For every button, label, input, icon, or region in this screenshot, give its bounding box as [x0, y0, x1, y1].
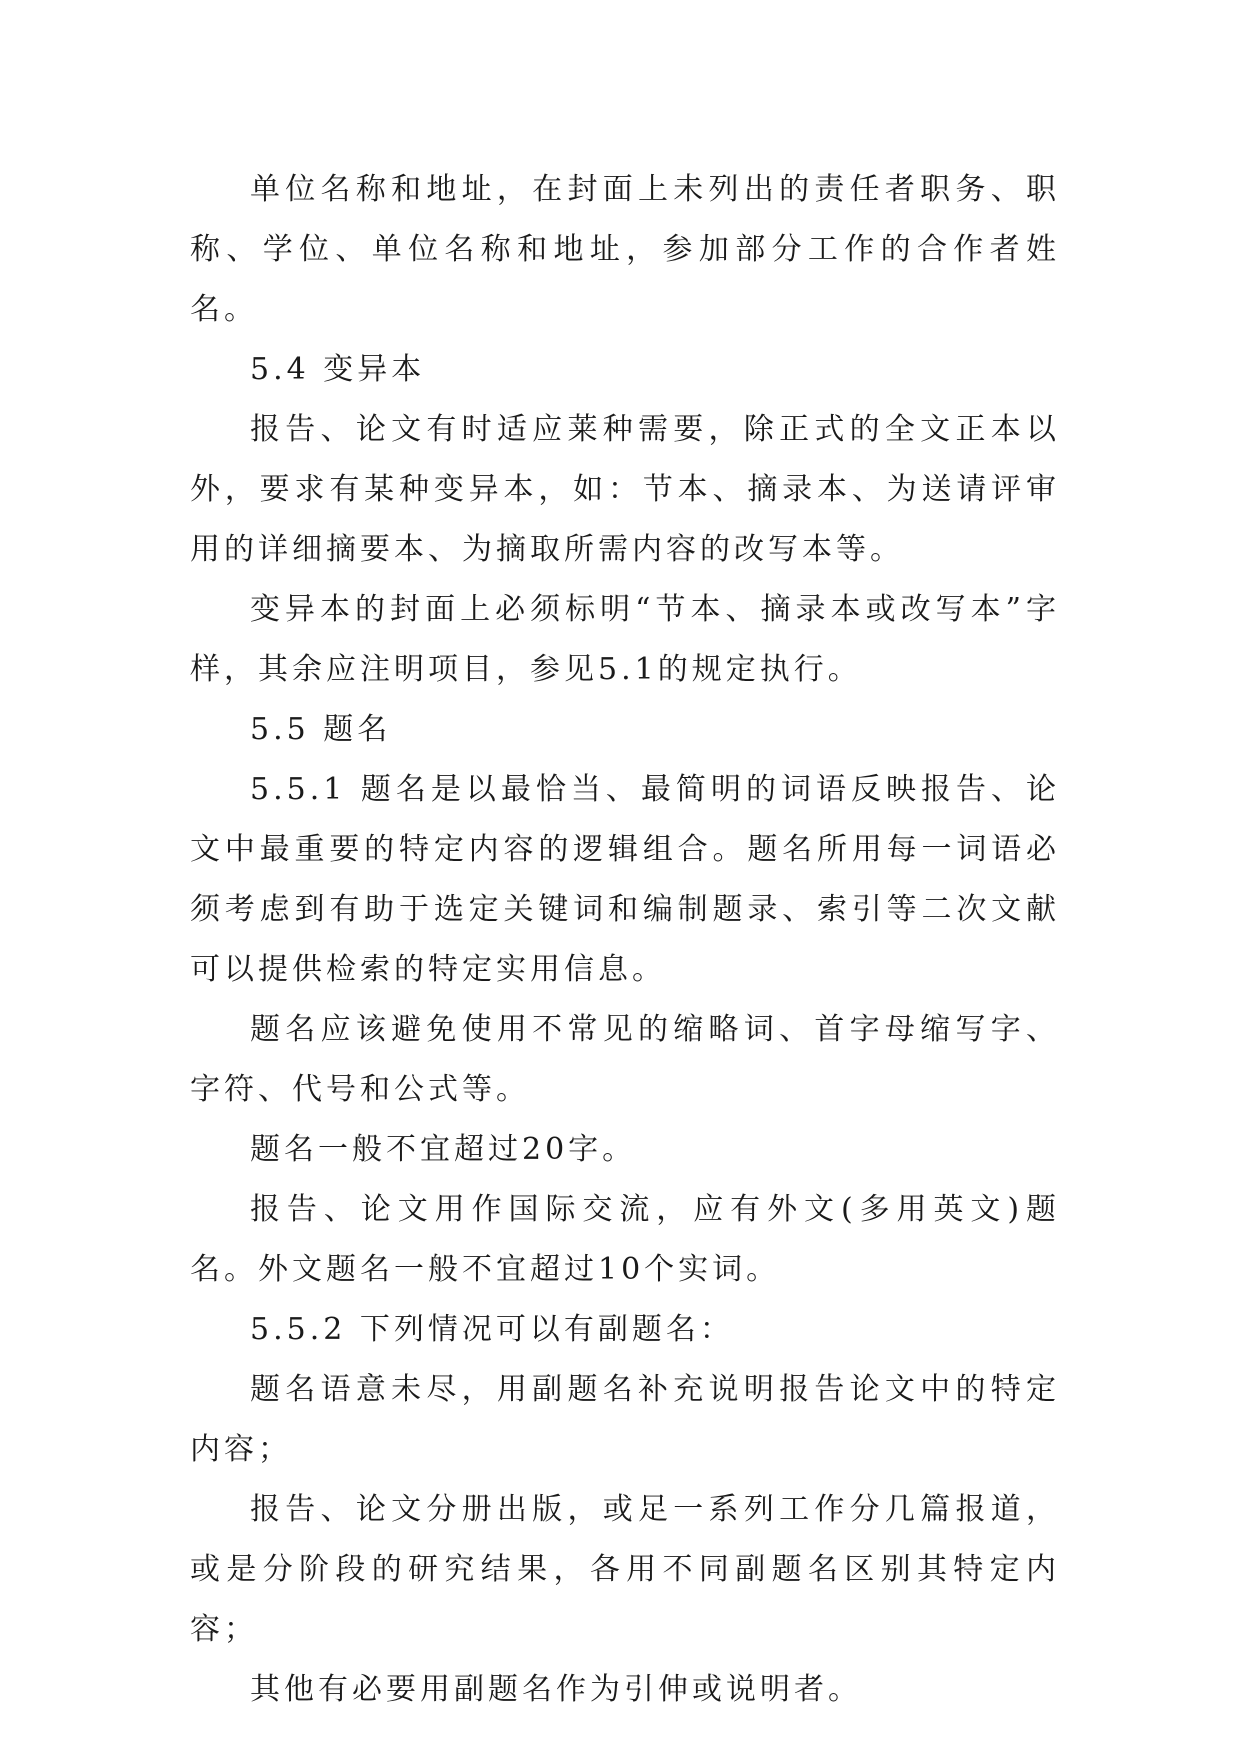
- paragraph: 题名应该避免使用不常见的缩略词、首字母缩写字、字符、代号和公式等。: [190, 1012, 1060, 1107]
- section-heading: 5.4 变异本: [250, 352, 426, 387]
- paragraph: 题名语意未尽，用副题名补充说明报告论文中的特定内容；: [190, 1372, 1060, 1467]
- paragraph: 单位名称和地址，在封面上未列出的责任者职务、职称、学位、单位名称和地址，参加部分工作的合作者姓名。: [190, 172, 1060, 327]
- paragraph: 其他有必要用副题名作为引伸或说明者。: [250, 1672, 862, 1707]
- paragraph: 报告、论文有时适应莱种需要，除正式的全文正本以外，要求有某种变异本，如：节本、摘录本、为送请评审用的详细摘要本、为摘取所需内容的改写本等。: [190, 412, 1060, 567]
- paragraph: 报告、论文分册出版，或足一系列工作分几篇报道，或是分阶段的研究结果，各用不同副题名区别其特定内容；: [190, 1492, 1060, 1647]
- paragraph: 题名一般不宜超过20字。: [250, 1132, 637, 1167]
- paragraph: 报告、论文用作国际交流，应有外文(多用英文)题名。外文题名一般不宜超过10个实词。: [190, 1192, 1060, 1287]
- body-text: [190, 160, 1060, 1720]
- paragraph: 5.5.1 题名是以最恰当、最简明的词语反映报告、论文中最重要的特定内容的逻辑组合。题名所用每一词语必须考虑到有助于选定关键词和编制题录、索引等二次文献可以提供检索的特定实用信息。: [190, 772, 1060, 987]
- section-heading: 5.5 题名: [250, 712, 392, 747]
- subsection-heading: 5.5.2 下列情况可以有副题名：: [250, 1312, 734, 1347]
- paragraph: 变异本的封面上必须标明“节本、摘录本或改写本”字样，其余应注明项目，参见5.1的规定执行。: [190, 592, 1060, 687]
